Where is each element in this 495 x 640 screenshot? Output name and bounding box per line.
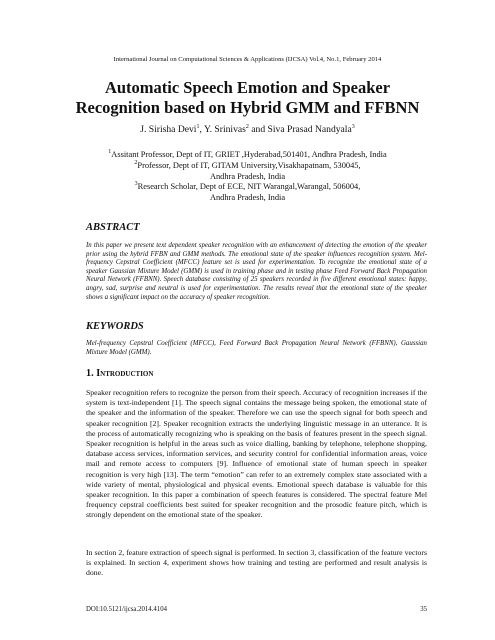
abstract-text: In this paper we present text dependent speaker recognition with an enhancement of detecting the emotion of the speaker prior using the hybrid FFBN and GMM methods. The emotional state of the speaker influences recognition system. Mel-frequency Cepstral Coefficient (MFCC) feature set is used for experimentation. To recognize the emotional state of a speaker Gaussian Mixture Model (GMM) is used in training phase and in testing phase Feed Forward Back Propagation Neural Network (FFBNN). Speech database consisting of 25 speakers recorded in five different emotional states: happy, angry, sad, surprise and neutral is used for experimentation. The results reveal that the emotional state of the speaker shows a significant impact on the accuracy of speaker recognition. — [86, 242, 427, 301]
affiliation-line — [0, 172, 495, 183]
affiliation-mark: 1 — [108, 149, 112, 156]
paper-title — [0, 78, 495, 118]
keywords-heading: KEYWORDS — [86, 321, 144, 332]
author-list — [0, 124, 495, 135]
affiliations — [0, 150, 495, 204]
affiliation-mark: 2 — [134, 160, 138, 166]
page-number: 35 — [420, 606, 427, 613]
affiliation-line — [0, 193, 495, 204]
affiliation-mark: 3 — [134, 181, 138, 188]
title-line-2: Recognition based on Hybrid GMM and FFBNN — [75, 98, 420, 117]
affiliation-text: Professor, Dept of IT, GITAM University,Visakhapatnam, 530045, — [137, 160, 361, 170]
author-2: Y. Srinivas — [203, 124, 246, 135]
author-sep-1: , — [199, 124, 204, 135]
keywords-text: Mel-frequency Cepstral Coefficient (MFCC), Feed Forward Back Propagation Neural Network (FFBNN), Gaussian Mixture Model (GMM). — [86, 340, 427, 356]
affiliation-line — [0, 150, 495, 161]
introduction-paragraph-1: Speaker recognition refers to recognize the person from their speech. Accuracy of recognition increases if the system is text-independent [1]. The speech signal contains the message being spoken, the emotional state of the speaker and the information of the speaker. Therefore we can use the speech signal for both speech and speaker recognition [2]. Speaker recognition extracts the underlying linguistic message in an utterance. It is the process of automatically recognizing who is speaking on the basis of features present in the speech signal. Speaker recognition is helpful in the areas such as voice dialling, banking by telephone, telephone shopping, database access services, information services, and security control for confidential information areas, voice mail and remote access to computers [9]. Influence of emotional state of human speech in speaker recognition is very high [13]. The term “emotion” can refer to an extremely complex state associated with a wide variety of mental, physiological and physical events. Emotional speech database is valuable for this speaker recognition. In this paper a combination of speech features is considered. The spectral feature Mel frequency cepstral coefficients best suited for speaker recognition and the prosodic feature pitch, which is strongly dependent on the emotional state of the speaker. — [86, 388, 427, 520]
introduction-paragraph-2: In section 2, feature extraction of speech signal is performed. In section 3, classification of the feature vectors is explained. In section 4, experiment shows how training and testing are performed and result analysis is done. — [86, 548, 427, 578]
affiliation-line — [0, 161, 495, 172]
affiliation-text: Research Scholar, Dept of ECE, NIT Warangal,Warangal, 506004, — [137, 182, 361, 192]
affiliation-text: Andhra Pradesh, India — [209, 171, 286, 181]
section-number: 1. — [86, 368, 97, 379]
affiliation-text: Assitant Professor, Dept of IT, GRIET ,Hyderabad,501401, Andhra Pradesh, India — [111, 150, 387, 159]
author-3-mark: 3 — [351, 123, 355, 130]
author-1: J. Sirisha Devi — [140, 124, 197, 135]
section-title: Introduction — [96, 368, 154, 379]
introduction-heading — [86, 368, 153, 379]
author-sep-2: and — [248, 124, 268, 135]
author-1-mark: 1 — [196, 123, 200, 130]
abstract-heading: ABSTRACT — [86, 222, 140, 233]
affiliation-text: Andhra Pradesh, India — [209, 193, 286, 203]
title-line-1: Automatic Speech Emotion and Speaker — [104, 78, 391, 97]
affiliation-line — [0, 182, 495, 193]
journal-header: International Journal on Computational Sciences & Applications (IJCSA) Vol.4, No.1, February 2014 — [113, 56, 382, 63]
author-3: Siva Prasad Nandyala — [267, 124, 352, 135]
author-2-mark: 2 — [245, 123, 249, 130]
footer-doi: DOI:10.5121/ijcsa.2014.4104 — [86, 606, 167, 613]
